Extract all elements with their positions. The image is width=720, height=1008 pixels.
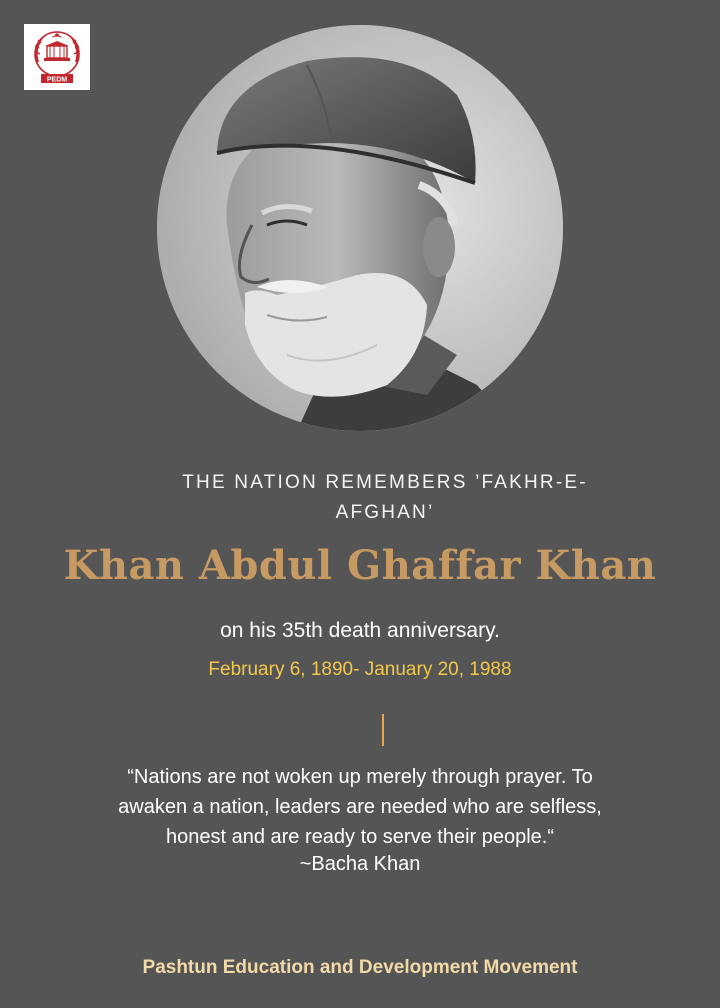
divider-line (382, 714, 384, 746)
organization-emblem-icon (24, 24, 90, 90)
life-dates: February 6, 1890- January 20, 1988 (208, 659, 512, 680)
logo-text: PEDM (46, 76, 68, 84)
tribute-subtitle: THE NATION REMEMBERS ’FAKHR-E-AFGHAN’ (182, 472, 588, 523)
honoree-name: Khan Abdul Ghaffar Khan (63, 542, 657, 589)
quote-line: honest and are ready to serve their people.“ (165, 826, 555, 848)
quote-line: awaken a nation, leaders are needed who are selfless, (118, 796, 602, 818)
portrait-photo (157, 25, 563, 431)
quote-line: “Nations are not woken up merely through prayer. To (127, 766, 593, 788)
quote-attribution: ~Bacha Khan (299, 853, 421, 875)
anniversary-text: on his 35th death anniversary. (220, 619, 500, 642)
portrait-image (157, 25, 563, 431)
quote-block (40, 762, 680, 852)
organization-logo (24, 24, 90, 90)
organization-name: Pashtun Education and Development Movement (142, 957, 578, 978)
